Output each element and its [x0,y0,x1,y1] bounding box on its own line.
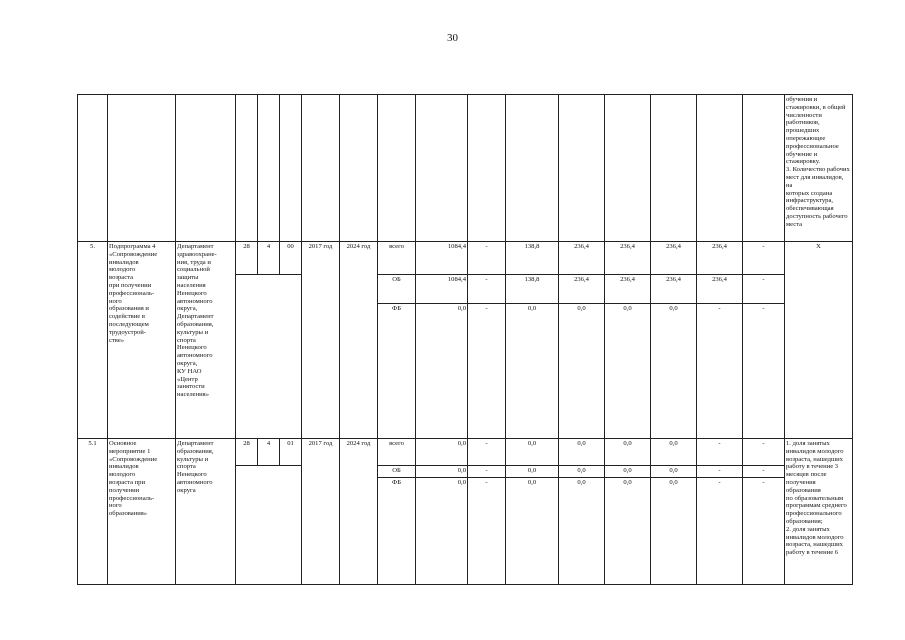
value-cell: 236,4 [697,275,743,304]
end-year: 2024 год [340,439,378,585]
value-cell: 138,8 [506,242,559,275]
value-cell: - [743,242,785,275]
source: ФБ [378,304,416,439]
value-cell: 236,4 [605,275,651,304]
value-cell: 0,0 [506,466,559,478]
value-cell: 0,0 [605,304,651,439]
value-cell: - [468,304,506,439]
value-cell: - [468,242,506,275]
value-cell: - [697,439,743,466]
value-cell: 0,0 [605,466,651,478]
program-table [77,94,853,585]
source: ФБ [378,478,416,585]
table-row-main-activity-1 [78,439,853,466]
value-cell: - [743,439,785,466]
value-cell: 0,0 [559,466,605,478]
total: 0,0 [416,304,468,439]
program-name: Подпрограмма 4 «Сопровождение инвалидов молодого возраста при получении профессиональ- ного образования и содействие в последующем трудоустрой- стве» [108,242,176,439]
value-cell: - [743,275,785,304]
value-cell: 236,4 [697,242,743,275]
source: ОБ [378,466,416,478]
value-cell: 138,8 [506,275,559,304]
source: всего [378,242,416,275]
table-row-subprogram-4 [78,242,853,275]
code-cell-empty [236,275,302,439]
value-cell: - [743,466,785,478]
page-number: 30 [447,32,458,44]
value-cell: 0,0 [651,478,697,585]
value-cell: 236,4 [605,242,651,275]
value-cell: 236,4 [651,275,697,304]
source: ОБ [378,275,416,304]
value-cell: 0,0 [605,439,651,466]
indicators-cell: обучения и стажировки, в общей численности работников, прошедших опережающее профессиональное обучение и стажировку. 3. Количество рабочих мест для инвалидов, на которых создана инфраструктура, обеспечивающая доступность рабочего места [785,95,853,242]
indicators-cell: 1. доля занятых инвалидов молодого возраста, нашедших работу в течение 3 месяцев после получения образования по образовательным программам среднего профессионального образования; 2. доля занятых инвалидов молодого возраста, нашедших работу в течение 6 [785,439,853,585]
value-cell: 0,0 [559,304,605,439]
value-cell: 0,0 [651,304,697,439]
value-cell: 0,0 [651,439,697,466]
value-cell: 236,4 [651,242,697,275]
code-3: 00 [280,242,302,275]
table-row-continuation [78,95,853,242]
value-cell: 0,0 [506,439,559,466]
value-cell: 0,0 [559,439,605,466]
total: 1084,4 [416,275,468,304]
value-cell: - [468,466,506,478]
value-cell: - [468,439,506,466]
value-cell: - [468,478,506,585]
indicators-cell: X [785,242,853,439]
code-3: 01 [280,439,302,466]
row-number: 5.1 [78,439,108,585]
end-year: 2024 год [340,242,378,439]
start-year: 2017 год [302,242,340,439]
value-cell: - [743,478,785,585]
code-1: 28 [236,439,258,466]
value-cell: - [697,466,743,478]
code-1: 28 [236,242,258,275]
value-cell: - [743,304,785,439]
total: 0,0 [416,478,468,585]
value-cell: 0,0 [605,478,651,585]
code-cell-empty [236,466,302,585]
total: 0,0 [416,466,468,478]
value-cell: 0,0 [506,478,559,585]
value-cell: 0,0 [506,304,559,439]
program-name: Основное мероприятие 1 «Сопровождение инвалидов молодого возраста при получении профессиональ- ного образования» [108,439,176,585]
value-cell: 236,4 [559,242,605,275]
value-cell: 236,4 [559,275,605,304]
row-number: 5. [78,242,108,439]
value-cell: - [468,275,506,304]
executor: Департамент здравоохране- ния, труда и социальной защиты населения Ненецкого автономного округа, Департамент образования, культуры и спорта Ненецкого автономного округа, КУ НАО «Центр занятости населения» [176,242,236,439]
code-2: 4 [258,439,280,466]
value-cell: - [697,304,743,439]
value-cell: 0,0 [559,478,605,585]
value-cell: 0,0 [651,466,697,478]
total: 0,0 [416,439,468,466]
start-year: 2017 год [302,439,340,585]
source: всего [378,439,416,466]
value-cell: - [697,478,743,585]
total: 1084,4 [416,242,468,275]
executor: Департамент образования, культуры и спорта Ненецкого автономного округа [176,439,236,585]
code-2: 4 [258,242,280,275]
